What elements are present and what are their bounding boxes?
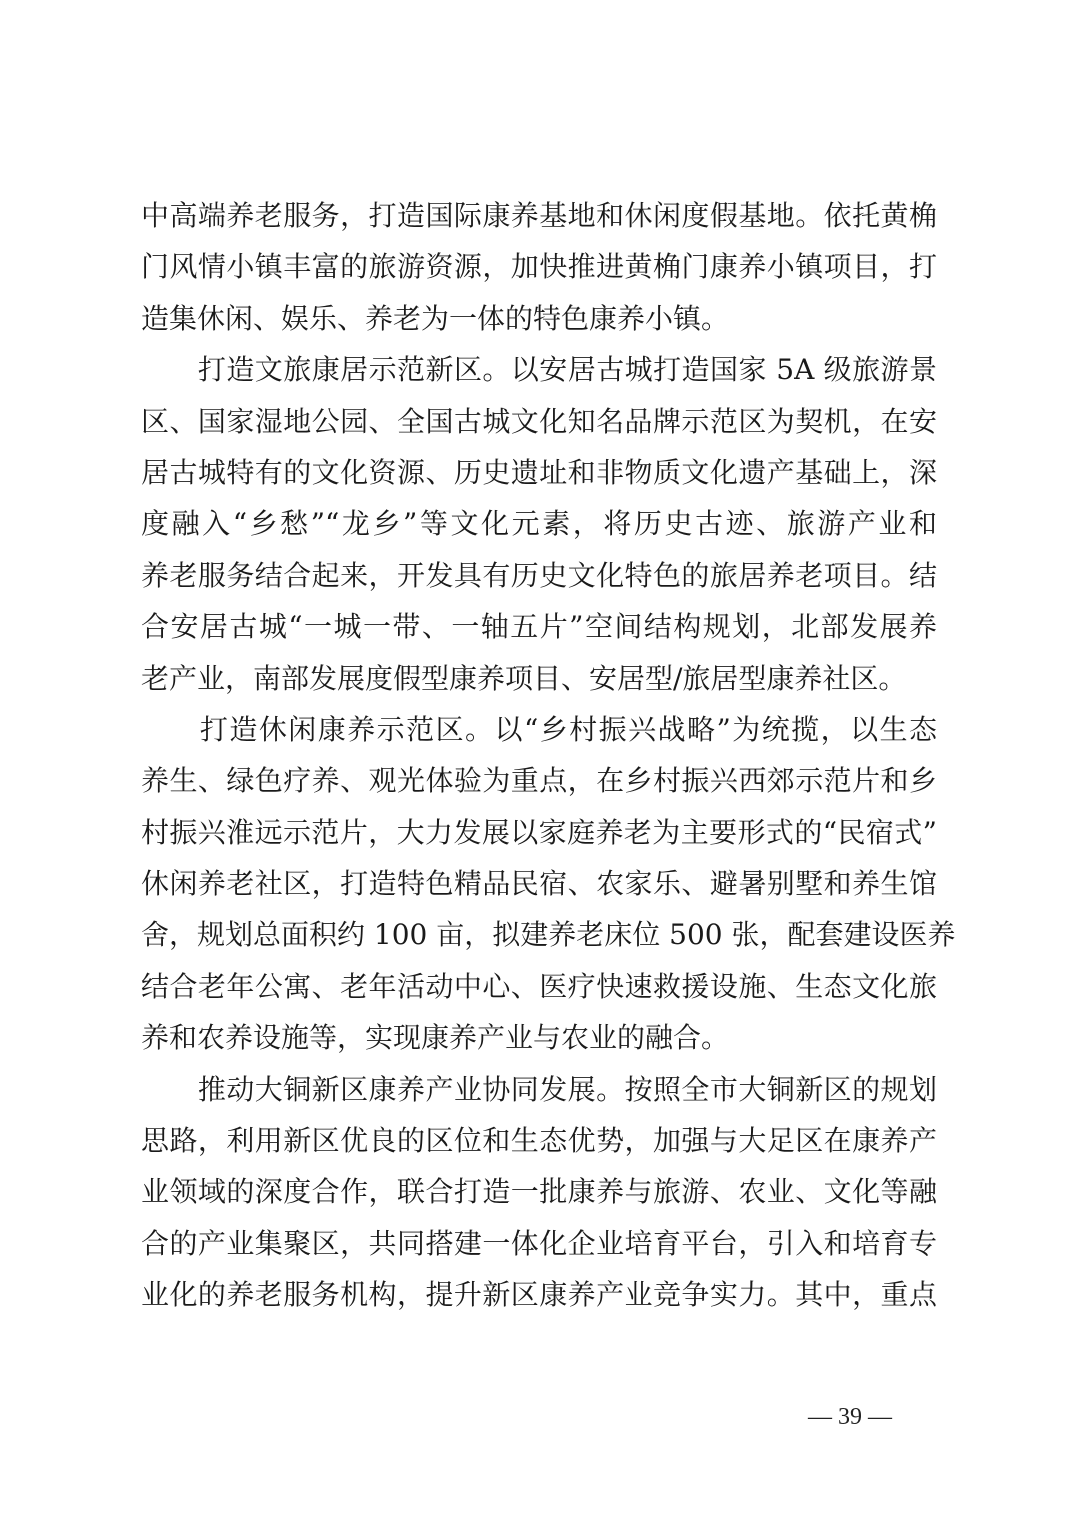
text-line: 业化的养老服务机构，提升新区康养产业竞争实力。其中，重点 xyxy=(141,1278,937,1312)
text-line: 思路，利用新区优良的区位和生态优势，加强与大足区在康养产 xyxy=(141,1124,937,1158)
text-line: 造集休闲、娱乐、养老为一体的特色康养小镇。 xyxy=(141,301,730,335)
text-line: 业领域的深度合作，联合打造一批康养与旅游、农业、文化等融 xyxy=(141,1175,937,1209)
text-line: 打造休闲康养示范区。以“乡村振兴战略”为统揽，以生态 xyxy=(141,712,937,746)
text-line: 养和农养设施等，实现康养产业与农业的融合。 xyxy=(141,1021,730,1055)
paragraph-4 xyxy=(141,1064,937,1321)
text-line: 舍，规划总面积约 100 亩，拟建养老床位 500 张，配套建设医养 xyxy=(141,918,956,952)
text-line: 中高端养老服务，打造国际康养基地和休闲度假基地。依托黄桷 xyxy=(141,199,937,232)
document-body xyxy=(141,190,956,1321)
text-line: 村振兴淮远示范片，大力发展以家庭养老为主要形式的“民宿式” xyxy=(141,815,937,849)
text-line: 居古城特有的文化资源、历史遗址和非物质文化遗产基础上，深 xyxy=(141,455,937,489)
page-number: — 39 — xyxy=(808,1404,892,1430)
paragraph-3 xyxy=(141,704,956,1064)
text-line: 推动大铜新区康养产业协同发展。按照全市大铜新区的规划 xyxy=(141,1072,937,1106)
text-line: 门风情小镇丰富的旅游资源，加快推进黄桷门康养小镇项目，打 xyxy=(141,250,937,284)
text-line: 合的产业集聚区，共同搭建一体化企业培育平台，引入和培育专 xyxy=(141,1226,937,1260)
text-line: 养生、绿色疗养、观光体验为重点，在乡村振兴西郊示范片和乡 xyxy=(141,764,937,798)
paragraph-1 xyxy=(141,190,937,344)
text-line: 区、国家湿地公园、全国古城文化知名品牌示范区为契机，在安 xyxy=(141,404,937,438)
paragraph-2 xyxy=(141,344,937,704)
text-line: 打造文旅康居示范新区。以安居古城打造国家 5A 级旅游景 xyxy=(141,353,937,387)
text-line: 休闲养老社区，打造特色精品民宿、农家乐、避暑别墅和养生馆 xyxy=(141,867,937,901)
text-line: 结合老年公寓、老年活动中心、医疗快速救援设施、生态文化旅 xyxy=(141,969,937,1003)
text-line: 养老服务结合起来，开发具有历史文化特色的旅居养老项目。结 xyxy=(141,558,937,592)
text-line: 度融入“乡愁”“龙乡”等文化元素，将历史古迹、旅游产业和 xyxy=(141,507,937,541)
text-line: 合安居古城“一城一带、一轴五片”空间结构规划，北部发展养 xyxy=(141,610,937,644)
text-line: 老产业，南部发展度假型康养项目、安居型/旅居型康养社区。 xyxy=(141,661,907,695)
